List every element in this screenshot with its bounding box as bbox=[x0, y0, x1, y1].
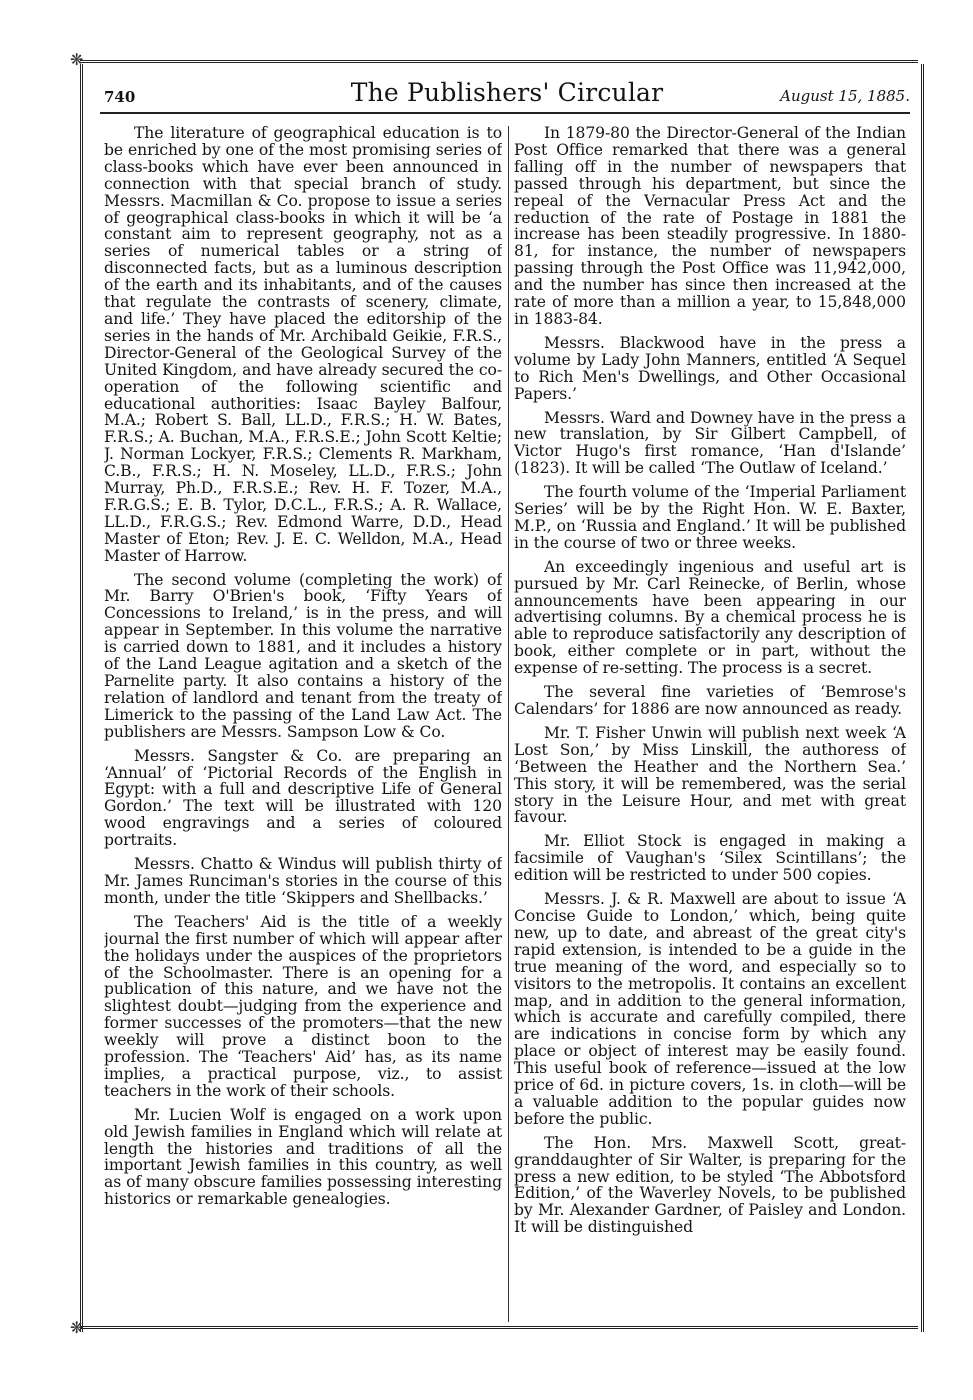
paragraph: Messrs. Blackwood have in the press a volume by Lady John Manners, entitled ‘A Sequel to Rich Men's Dwellings, and Other Occasional Papers.’ bbox=[514, 333, 906, 403]
paragraph: An exceedingly ingenious and useful art is pursued by Mr. Carl Reinecke, of Berlin, whose announcements have been appearing in our advertising columns. By a chemical process he is able to reproduce satisfactorily any description of book, either complete or in part, without the expense of re-setting. The process is a secret. bbox=[514, 557, 906, 678]
header-rule bbox=[100, 112, 910, 114]
column-divider bbox=[508, 126, 509, 1322]
paragraph: Messrs. J. & R. Maxwell are about to issue ‘A Concise Guide to London,’ which, being quite new, up to date, and abreast of the great city's rapid extension, is intended to be a guide in the true meaning of the word, and especially so to visitors to the metropolis. It contains an excellent map, and in addition to the general information, which is accurate and carefully compiled, there are indications in concise form by which any place or object of interest may be easily found. This useful book of reference—issued at the low price of 6d. in picture covers, 1s. in cloth—will be a valuable addition to the popular guides now before the public. bbox=[514, 890, 906, 1128]
ornament-icon: ❋ bbox=[70, 50, 84, 69]
page-header bbox=[104, 78, 910, 112]
paragraph: Mr. T. Fisher Unwin will publish next week ‘A Lost Son,’ by Miss Linskill, the authoress of ‘Between the Heather and the Northern Sea.’ This story, it will be remembered, was the serial story in the Leisure Hour, and met with great favour. bbox=[514, 723, 906, 827]
top-border-rule bbox=[80, 60, 918, 63]
paragraph: The fourth volume of the ‘Imperial Parliament Series’ will be by the Right Hon. W. E. Baxter, M.P., on ‘Russia and England.’ It will be published in the course of two or three weeks. bbox=[514, 483, 906, 552]
paragraph: In 1879-80 the Director-General of the Indian Post Office remarked that there was a general falling off in the number of newspapers that passed through his department, but since the repeal of the Vernacular Press Act and the reduction of the rate of Postage in 1881 the increase has been steadily progressive. In 1880-81, for instance, the number of newspapers passing through the Post Office was 11,942,000, and the number has since then increased at the rate of more than a million a year, to 15,848,000 in 1883-84. bbox=[514, 125, 906, 328]
paragraph: Mr. Lucien Wolf is engaged on a work upon old Jewish families in England which will relate at length the histories and traditions of all the important Jewish families in this country, as well as of many obscure families possessing interesting historics or remarkable genealogies. bbox=[104, 1105, 502, 1209]
issue-date: August 15, 1885. bbox=[780, 87, 910, 105]
bottom-border-rule bbox=[80, 1326, 918, 1329]
paragraph: The Teachers' Aid is the title of a weekly journal the first number of which will appear after the holidays under the auspices of the proprietors of the Schoolmaster. There is an opening for a publication of this nature, and we have not the slightest doubt—judging from the experience and former successes of the promoters—that the new weekly will prove a distinct boon to the profession. The ‘Teachers' Aid’ has, as its name implies, a practical purpose, viz., to assist teachers in the work of their schools. bbox=[104, 912, 502, 1100]
paragraph: Messrs. Sangster & Co. are preparing an ‘Annual’ of ‘Pictorial Records of the English in Egypt: with a full and descriptive Life of General Gordon.’ The text will be illustrated with 120 wood engravings and a series of coloured portraits. bbox=[104, 746, 502, 850]
paragraph: Messrs. Chatto & Windus will publish thirty of Mr. James Runciman's stories in the course of this month, under the title ‘Skippers and Shellbacks.’ bbox=[104, 855, 502, 907]
paragraph: The Hon. Mrs. Maxwell Scott, great-granddaughter of Sir Walter, is preparing for the press a new edition, to be styled ‘The Abbotsford Edition,’ of the Waverley Novels, to be published by Mr. Alexander Gardner, of Paisley and London. It will be distinguished bbox=[514, 1133, 906, 1237]
page-number: 740 bbox=[104, 88, 136, 106]
paragraph: The second volume (completing the work) of Mr. Barry O'Brien's book, ‘Fifty Years of Concessions to Ireland,’ is in the press, and will appear in September. In this volume the narrative is carried down to 1881, and it includes a history of the Land League agitation and a sketch of the Parnelite party. It also contains a history of the relation of landlord and tenant from the treaty of Limerick to the passing of the Land Law Act. The publishers are Messrs. Sampson Low & Co. bbox=[104, 570, 502, 741]
paragraph: Mr. Elliot Stock is engaged in making a facsimile of Vaughan's ‘Silex Scintillans’; the edition will be restricted to under 500 copies. bbox=[514, 832, 906, 885]
paragraph: The several fine varieties of ‘Bemrose's Calendars’ for 1886 are now announced as ready. bbox=[514, 683, 906, 718]
paragraph: The literature of geographical education is to be enriched by one of the most promising series of class-books which have ever been announced in connection with that special branch of study. Messrs. Macmillan & Co. propose to issue a series of geographical class-books in which it will be ‘a constant aim to represent geography, not as a series of numerical tables or a string of disconnected facts, but as a luminous description of the earth and its inhabitants, and of the causes that regulate the contrasts of scenery, climate, and life.’ They have placed the editorship of the series in the hands of Mr. Archibald Geikie, F.R.S., Director-General of the Geological Survey of the United Kingdom, and have already secured the co-operation of the following scientific and educational authorities: Isaac Bayley Balfour, M.A.; Robert S. Ball, LL.D., F.R.S.; H. W. Bates, F.R.S.; A. Buchan, M.A., F.R.S.E.; John Scott Keltie; J. Norman Lockyer, F.R.S.; Clements R. Markham, C.B., F.R.S.; H. N. Moseley, LL.D., F.R.S.; John Murray, Ph.D., F.R.S.E.; Rev. H. F. Tozer, M.A., F.R.G.S.; E. B. Tylor, D.C.L., F.R.S.; A. R. Wallace, LL.D., F.R.G.S.; Rev. Edmond Warre, D.D., Head Master of Eton; Rev. J. E. C. Welldon, M.A., Head Master of Harrow. bbox=[104, 125, 502, 565]
paragraph: Messrs. Ward and Downey have in the press a new translation, by Sir Gilbert Campbell, of Victor Hugo's first romance, ‘Han d'Islande’ (1823). It will be called ‘The Outlaw of Iceland.’ bbox=[514, 408, 906, 478]
right-column bbox=[514, 125, 906, 1325]
left-column bbox=[104, 125, 502, 1325]
ornament-icon: ❋ bbox=[70, 1318, 84, 1337]
journal-title: The Publishers' Circular bbox=[350, 78, 664, 107]
